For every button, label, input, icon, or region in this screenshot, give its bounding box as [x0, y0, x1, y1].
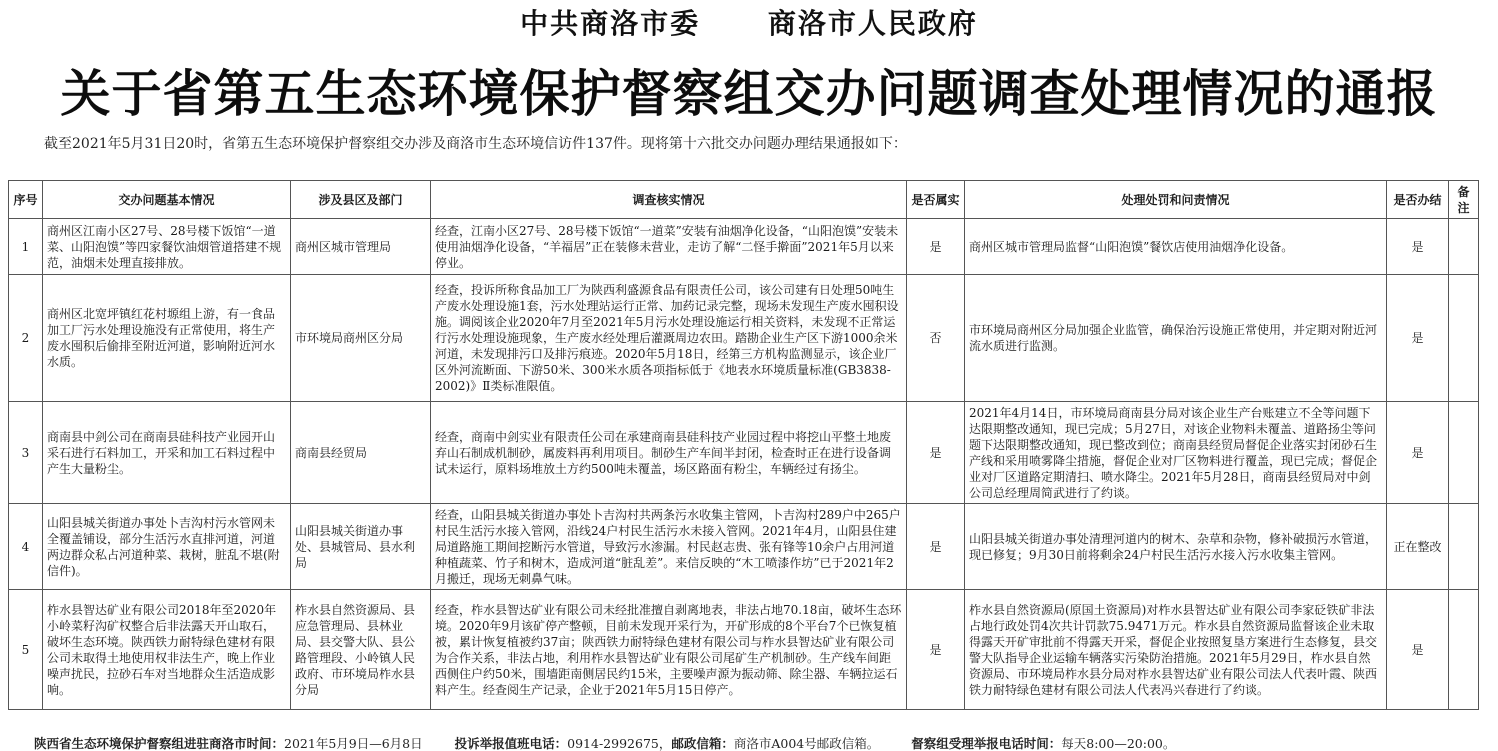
table-row [9, 275, 1479, 402]
cell-true: 是 [907, 590, 965, 710]
issuer-city-government: 商洛市人民政府 [767, 7, 978, 40]
cell-note [1449, 504, 1479, 590]
cell-true: 是 [907, 402, 965, 504]
table-row [9, 219, 1479, 275]
cell-no: 5 [9, 590, 43, 710]
cell-true: 否 [907, 275, 965, 402]
cell-note [1449, 590, 1479, 710]
cell-findings: 经查，投诉所称食品加工厂为陕西利盛源食品有限责任公司，该公司建有日处理50吨生产废水处理设施1套，污水处理站运行正常、加药记录完整，现场未发现生产废水囤积设施。调阅该企业2020年7月至2021年5月污水处理设施运行相关资料，未发现不正常运行污水处理设施现象，生产废水经处理后灌溉周边农田。踏勘企业生产区下游1000余米河道，未发现排污口及排污痕迹。2020年5月18日，经第三方机构监测显示，该企业厂区外河流断面、下游50米、300米水质各项指标低于《地表水环境质量标准(GB3838-2002)》Ⅱ类标准限值。 [431, 275, 907, 402]
intro-paragraph: 截至2021年5月31日20时，省第五生态环境保护督察组交办涉及商洛市生态环境信访件137件。现将第十六批交办问题办理结果通报如下： [44, 136, 907, 152]
cell-findings: 经查，江南小区27号、28号楼下饭馆“一道菜”安装有油烟净化设备，“山阳泡馍”安装未使用油烟净化设备，“羊福居”正在装修未营业，走访了解“二怪手擀面”2021年5月以来停业。 [431, 219, 907, 275]
header-no: 序号 [9, 181, 43, 219]
cell-issue: 柞水县智达矿业有限公司2018年至2020年小岭菜籽沟矿权整合后非法露天开山取石，破坏生态环境。陕西铁力耐特绿色建材有限公司未取得土地使用权非法生产，晚上作业噪声扰民，拉砂石车对当地群众生活造成影响。 [43, 590, 291, 710]
header-dept: 涉及县区及部门 [291, 181, 431, 219]
cell-dept: 市环境局商州区分局 [291, 275, 431, 402]
cell-findings: 经查，山阳县城关街道办事处卜吉沟村共两条污水收集主管网，卜吉沟村289户中265户村民生活污水接入管网，沿线24户村民生活污水未接入管网。2021年4月，山阳县住建局道路施工期间挖断污水管道，导致污水渗漏。村民赵志贵、张有锋等10余户占用河道种植蔬菜、竹子和树木，造成河道“脏乱差”。来信反映的“木工喷漆作坊”已于2021年2月搬迁，现场无刺鼻气味。 [431, 504, 907, 590]
header-handling: 处理处罚和问责情况 [965, 181, 1387, 219]
cell-dept: 商州区城市管理局 [291, 219, 431, 275]
footer-hours [911, 734, 1175, 751]
cell-done: 是 [1387, 590, 1449, 710]
cell-findings: 经查，柞水县智达矿业有限公司未经批准擅自剥离地表，非法占地70.18亩，破坏生态环境。2020年9月该矿停产整顿，目前未发现开采行为，开矿形成的8个平台7个已恢复植被，累计恢复植被约37亩；陕西铁力耐特绿色建材有限公司与柞水县智达矿业有限公司为合作关系，非法占地，利用柞水县智达矿业有限公司尾矿生产机制砂。生产线车间距西侧住户约50米，围墙距南侧居民约15米，主要噪声源为振动筛、除尘器、车辆拉运石料产生。经查阅生产记录，企业于2021年5月15日停产。 [431, 590, 907, 710]
header-findings: 调查核实情况 [431, 181, 907, 219]
cell-issue: 商州区江南小区27号、28号楼下饭馆“一道菜、山阳泡馍”等四家餐饮油烟管道搭建不规范，油烟未处理直接排放。 [43, 219, 291, 275]
header-note: 备注 [1449, 181, 1479, 219]
mailbox-label: 邮政信箱： [671, 736, 734, 751]
cell-issue: 山阳县城关街道办事处卜吉沟村污水管网未全覆盖铺设，部分生活污水直排河道，河道两边群众私占河道种菜、栽树，脏乱不堪(附信件)。 [43, 504, 291, 590]
issuer-line [0, 2, 1498, 42]
footer-contact-line [34, 734, 1484, 751]
table-row [9, 402, 1479, 504]
mailbox-value: 商洛市A004号邮政信箱。 [733, 736, 880, 751]
cell-done: 是 [1387, 275, 1449, 402]
cell-handling: 山阳县城关街道办事处清理河道内的树木、杂草和杂物，修补破损污水管道，现已修复；9月30日前将剩余24户村民生活污水接入污水收集主管网。 [965, 504, 1387, 590]
hotline-value: 0914-2992675， [567, 736, 672, 751]
cell-true: 是 [907, 219, 965, 275]
footer-stay-period [34, 734, 423, 751]
table-header-row [9, 181, 1479, 219]
stay-period-label: 陕西省生态环境保护督察组进驻商洛市时间： [34, 736, 285, 751]
hours-value: 每天8:00—20:00。 [1061, 736, 1176, 751]
cell-note [1449, 275, 1479, 402]
cell-issue: 商南县中剑公司在商南县硅科技产业园开山采石进行石料加工，开采和加工石料过程中产生大量粉尘。 [43, 402, 291, 504]
cell-findings: 经查，商南中剑实业有限责任公司在承建商南县硅科技产业园过程中将挖山平整土地废弃山石制成机制砂，属废料再利用项目。制砂生产车间半封闭，检查时正在进行设备调试未运行，原料场堆放土方约500吨未覆盖，场区路面有粉尘，车辆经过有扬尘。 [431, 402, 907, 504]
cell-no: 1 [9, 219, 43, 275]
cell-done: 正在整改 [1387, 504, 1449, 590]
cell-note [1449, 402, 1479, 504]
cell-handling: 商州区城市管理局监督“山阳泡馍”餐饮店使用油烟净化设备。 [965, 219, 1387, 275]
report-table [8, 180, 1479, 710]
table-row [9, 504, 1479, 590]
cell-dept: 山阳县城关街道办事处、县城管局、县水利局 [291, 504, 431, 590]
hours-label: 督察组受理举报电话时间： [911, 736, 1062, 751]
header-done: 是否办结 [1387, 181, 1449, 219]
cell-done: 是 [1387, 402, 1449, 504]
cell-handling: 2021年4月14日，市环境局商南县分局对该企业生产台账建立不全等问题下达限期整改通知，现已完成；5月27日，对该企业物料未覆盖、道路扬尘等问题下达限期整改通知，现已整改到位；商南县经贸局督促企业落实封闭砂石生产线和采用喷雾降尘措施，督促企业对厂区物料进行覆盖，现已完成；督促企业对厂区道路定期清扫、喷水降尘。2021年5月28日，商南县经贸局对中剑公司总经理周简武进行了约谈。 [965, 402, 1387, 504]
cell-done: 是 [1387, 219, 1449, 275]
cell-no: 4 [9, 504, 43, 590]
cell-true: 是 [907, 504, 965, 590]
page-title: 关于省第五生态环境保护督察组交办问题调查处理情况的通报 [60, 65, 1438, 123]
cell-dept: 商南县经贸局 [291, 402, 431, 504]
cell-no: 3 [9, 402, 43, 504]
cell-note [1449, 219, 1479, 275]
cell-no: 2 [9, 275, 43, 402]
hotline-label: 投诉举报值班电话： [454, 736, 568, 751]
cell-handling: 柞水县自然资源局(原国土资源局)对柞水县智达矿业有限公司李家砭铁矿非法占地行政处罚4次共计罚款75.9471万元。柞水县自然资源局监督该企业未取得露天开矿审批前不得露天开采，督促企业按照复垦方案进行生态修复，县交警大队指导企业运输车辆落实污染防治措施。2021年5月29日，柞水县自然资源局、市环境局柞水县分局对柞水县智达矿业有限公司法人代表叶霞、陕西铁力耐特绿色建材有限公司法人代表冯兴春进行了约谈。 [965, 590, 1387, 710]
issuer-party-committee: 中共商洛市委 [520, 7, 701, 40]
header-true: 是否属实 [907, 181, 965, 219]
cell-issue: 商州区北宽坪镇红花村塬组上游，有一食品加工厂污水处理设施没有正常使用，将生产废水囤积后偷排至附近河道，影响附近河水水质。 [43, 275, 291, 402]
footer-hotline [455, 734, 880, 751]
table-row [9, 590, 1479, 710]
stay-period-value: 2021年5月9日—6月8日 [284, 736, 423, 751]
cell-dept: 柞水县自然资源局、县应急管理局、县林业局、县交警大队、县公路管理段、小岭镇人民政府、市环境局柞水县分局 [291, 590, 431, 710]
header-issue: 交办问题基本情况 [43, 181, 291, 219]
cell-handling: 市环境局商州区分局加强企业监管，确保治污设施正常使用，并定期对附近河流水质进行监测。 [965, 275, 1387, 402]
